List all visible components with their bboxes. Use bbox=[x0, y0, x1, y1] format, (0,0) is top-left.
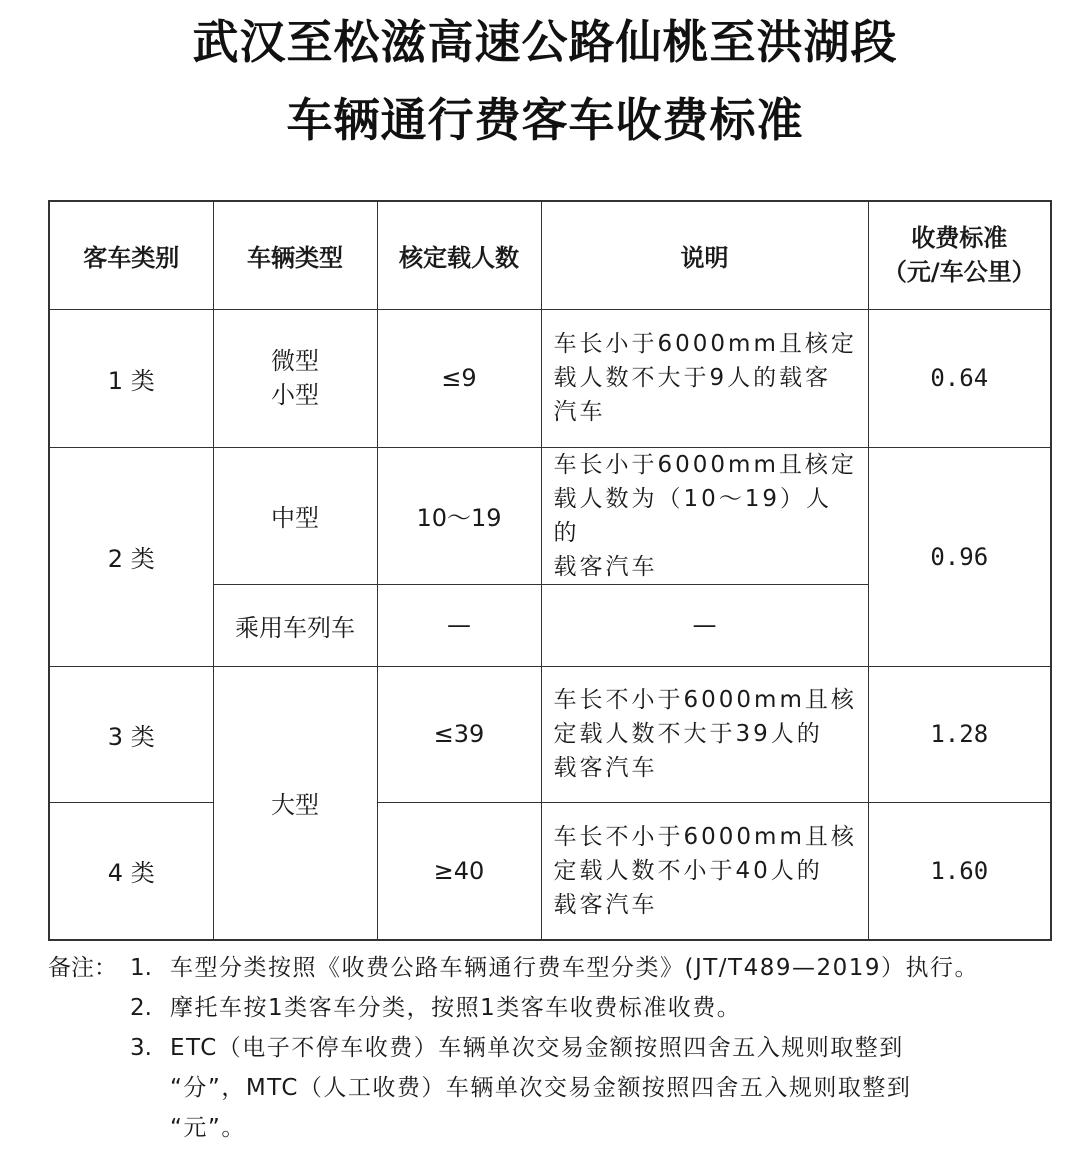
header-vehicle-type: 车辆类型 bbox=[213, 201, 377, 309]
table-row bbox=[49, 447, 1051, 584]
capacity-cell: ≤9 bbox=[377, 309, 541, 447]
fee-table bbox=[48, 200, 1052, 941]
description-line: 载客汽车 bbox=[553, 755, 658, 781]
capacity-cell: — bbox=[377, 584, 541, 666]
description-line: 车长不小于6000mm且核 bbox=[553, 687, 857, 713]
rate-cell: 0.64 bbox=[868, 309, 1051, 447]
note-number: 3. bbox=[130, 1035, 152, 1061]
note-text: 摩托车按1类客车分类，按照1类客车收费标准收费。 bbox=[170, 995, 742, 1021]
rate-cell: 1.28 bbox=[868, 666, 1051, 802]
note-number: 1. bbox=[130, 955, 152, 981]
description-line: 载人数不大于9人的载客 bbox=[553, 365, 832, 391]
header-rate-line2: （元/车公里） bbox=[882, 258, 1036, 287]
note-item-continuation bbox=[48, 1068, 1058, 1108]
category-cell: 3 类 bbox=[49, 666, 213, 802]
vehicle-type-cell: 乘用车列车 bbox=[213, 584, 377, 666]
note-item-continuation bbox=[48, 1108, 1058, 1148]
category-cell: 2 类 bbox=[49, 447, 213, 666]
description-cell bbox=[541, 802, 868, 940]
table-header-row bbox=[49, 201, 1051, 309]
capacity-cell: ≤39 bbox=[377, 666, 541, 802]
description-cell bbox=[541, 309, 868, 447]
description-line: 车长小于6000mm且核定 bbox=[553, 451, 857, 478]
capacity-cell: ≥40 bbox=[377, 802, 541, 940]
vehicle-type-cell bbox=[213, 309, 377, 447]
header-description: 说明 bbox=[541, 201, 868, 309]
table-row bbox=[49, 802, 1051, 940]
vehicle-type-cell: 中型 bbox=[213, 447, 377, 584]
notes-label: 备注： bbox=[48, 955, 117, 981]
description-cell bbox=[541, 666, 868, 802]
rate-cell: 1.60 bbox=[868, 802, 1051, 940]
note-text: “元”。 bbox=[170, 1115, 246, 1141]
note-text: ETC（电子不停车收费）车辆单次交易金额按照四舍五入规则取整到 bbox=[170, 1035, 904, 1061]
note-number: 2. bbox=[130, 995, 152, 1021]
description-line: 汽车 bbox=[553, 399, 606, 425]
notes-section bbox=[48, 948, 1058, 1148]
header-rate bbox=[868, 201, 1051, 309]
vehicle-type-line1: 微型 bbox=[271, 347, 319, 375]
rate-cell: 0.96 bbox=[868, 447, 1051, 666]
note-item bbox=[48, 1028, 1058, 1068]
description-cell: — bbox=[541, 584, 868, 666]
description-cell bbox=[541, 447, 868, 584]
document-title-line2: 车辆通行费客车收费标准 bbox=[286, 93, 804, 147]
description-line: 定载人数不小于40人的 bbox=[553, 857, 823, 884]
header-category: 客车类别 bbox=[49, 201, 213, 309]
header-rate-line1: 收费标准 bbox=[911, 224, 1008, 253]
table-row bbox=[49, 309, 1051, 447]
header-capacity: 核定载人数 bbox=[377, 201, 541, 309]
description-line: 载客汽车 bbox=[553, 553, 658, 580]
description-line: 车长不小于6000mm且核 bbox=[553, 823, 857, 850]
capacity-cell: 10～19 bbox=[377, 447, 541, 584]
note-text: “分”，MTC（人工收费）车辆单次交易金额按照四舍五入规则取整到 bbox=[170, 1075, 912, 1101]
description-line: 车长小于6000mm且核定 bbox=[553, 331, 857, 357]
vehicle-type-line2: 小型 bbox=[271, 381, 319, 409]
note-item bbox=[48, 948, 1058, 988]
category-cell: 4 类 bbox=[49, 802, 213, 940]
category-cell: 1 类 bbox=[49, 309, 213, 447]
description-line: 载客汽车 bbox=[553, 891, 658, 918]
table-row bbox=[49, 666, 1051, 802]
note-item bbox=[48, 988, 1058, 1028]
description-line: 定载人数不大于39人的 bbox=[553, 721, 823, 747]
document-title-line1: 武汉至松滋高速公路仙桃至洪湖段 bbox=[192, 15, 898, 69]
note-text: 车型分类按照《收费公路车辆通行费车型分类》(JT/T489—2019）执行。 bbox=[170, 955, 980, 981]
description-line: 载人数为（10～19）人的 bbox=[553, 485, 833, 546]
vehicle-type-cell: 大型 bbox=[213, 666, 377, 940]
